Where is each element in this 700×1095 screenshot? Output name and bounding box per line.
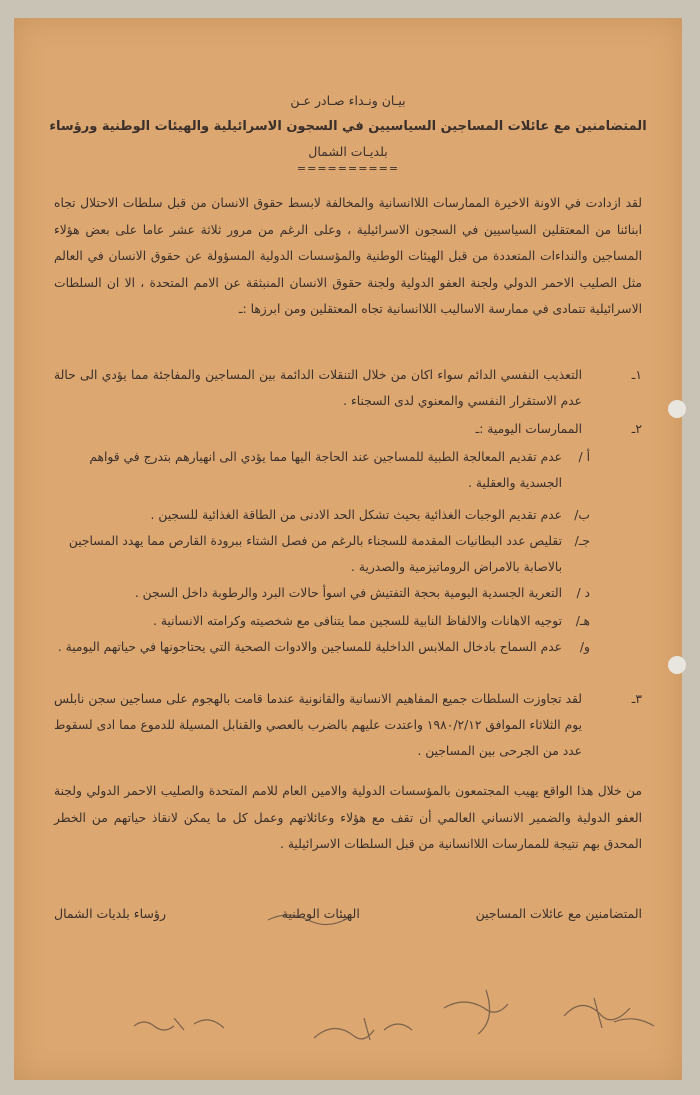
signatory-mayors: رؤساء بلديات الشمال bbox=[54, 906, 166, 921]
subitem-text: التعرية الجسدية اليومية بحجة التفتيش في اسوأ حالات البرد والرطوبة داخل السجن . bbox=[134, 586, 562, 600]
item-text: التعذيب النفسي الدائم سواء اكان من خلال التنقلات الدائمة بين المساجين والمفاجئة مما يؤدي الى حالة عدم الاستقرار النفسي والمعنوي لدى السجناء . bbox=[54, 368, 582, 408]
item-number: ٣ـ bbox=[631, 692, 642, 706]
intro-paragraph: لقد ازدادت في الاونة الاخيرة الممارسات اللاانسانية والمخالفة لابسط حقوق الانسان من قبل سلطات الاحتلال تجاه ابنائنا من المعتقلين السياسيين في السجون الاسرائيلية ، وعلى الرغم من مرور ثلاثة عشر عاما على بعض هؤلاء المساجين والنداءات المتعددة من قبل الهيئات الوطنية والمؤسسات الدولية المسؤولة عن حقوق الانسان في العالم مثل الصليب الاحمر الدولي ولجنة العفو الدولية ولجنة حقوق الانسان المنبثقة عن الامم المتحدة ، الا ان السلطات الاسرائيلية تتمادى في ممارسة الاساليب اللاانسانية تجاه المعتقلين ومن ابرزها :ـ bbox=[54, 196, 642, 316]
title-line-2: المتضامنين مع عائلات المساجين السياسيين في السجون الاسرائيلية والهيئات الوطنية ورؤساء bbox=[49, 119, 647, 134]
subitem-a bbox=[54, 444, 642, 496]
subitem-text: تقليص عدد البطانيات المقدمة للسجناء بالرغم من فصل الشتاء ببرودة القارص مما يهدد المساجين بالاصابة بالامراض الروماتيزمية والصدرية . bbox=[68, 534, 562, 574]
subitem-letter: د / bbox=[576, 586, 590, 600]
list-item-2 bbox=[54, 416, 642, 442]
item-text: الممارسات اليومية :ـ bbox=[475, 422, 582, 436]
item-number: ٢ـ bbox=[631, 422, 642, 436]
subitem-f bbox=[54, 634, 642, 660]
list-item-1 bbox=[54, 362, 642, 414]
subitem-b bbox=[54, 502, 642, 528]
punch-hole bbox=[668, 656, 686, 674]
subitem-letter: و/ bbox=[579, 640, 590, 654]
closing-paragraph: من خلال هذا الواقع يهيب المجتمعون بالمؤسسات الدولية والامين العام للامم المتحدة والصليب الاحمر الدولي ولجنة العفو الدولية والضمير الانساني العالمي أن تقف مع هؤلاء وعائلاتهم وعمل كل ما يمكن لانقاذ حياتهم من الخطر المحدق بهم نتيجة للممارسات اللاانسانية من قبل السلطات الاسرائيلية . bbox=[54, 784, 642, 851]
handwritten-signatures bbox=[114, 978, 674, 1058]
title-line-3: بلديـات الشمال bbox=[308, 144, 388, 159]
subitem-c bbox=[54, 528, 642, 580]
punch-hole bbox=[668, 400, 686, 418]
subitem-letter: ب/ bbox=[574, 508, 590, 522]
item-number: ١ـ bbox=[631, 368, 642, 382]
subitem-text: توجيه الاهانات والالفاظ النابية للسجين مما يتنافى مع شخصيته وكرامته الانسانية . bbox=[153, 614, 562, 628]
item-text: لقد تجاوزت السلطات جميع المفاهيم الانسانية والقانونية عندما قامت بالهجوم على مساجين سجن نابلس يوم الثلاثاء الموافق ١٩٨٠/٢/١٢ واعتدت عليهم بالضرب بالعصي والقنابل المسيلة للدموع مما ادى لسقوط عدد من الجرحى بين المساجين . bbox=[54, 692, 583, 758]
list-item-3 bbox=[54, 686, 642, 764]
subitem-text: عدم تقديم المعالجة الطبية للمساجين عند الحاجة اليها مما يؤدي الى انهيارهم بتدرج في قواهم الجسدية والعقلية . bbox=[89, 450, 562, 490]
document-page bbox=[14, 18, 682, 1080]
subitem-text: عدم تقديم الوجبات الغذائية بحيث تشكل الحد الادنى من الطاقة الغذائية للسجين . bbox=[150, 508, 562, 522]
title-line-1: بيـان ونـداء صـادر عـن bbox=[290, 93, 406, 108]
subitem-letter: هـ/ bbox=[575, 614, 590, 628]
subitem-text: عدم السماح بادخال الملابس الداخلية للمساجين والادوات الصحية التي يحتاجونها في حياتهم اليومية . bbox=[57, 640, 562, 654]
document-title bbox=[14, 88, 682, 174]
signatory-national-bodies: الهيئات الوطنية bbox=[281, 906, 360, 921]
title-underline: ========== bbox=[296, 162, 400, 175]
subitem-e bbox=[54, 608, 642, 634]
subitem-letter: أ / bbox=[578, 450, 590, 464]
top-signature-scrawl bbox=[264, 908, 354, 928]
subitem-d bbox=[54, 580, 642, 606]
subitem-letter: جـ/ bbox=[574, 534, 590, 548]
signatory-families: المتضامنين مع عائلات المساجين bbox=[475, 906, 642, 921]
